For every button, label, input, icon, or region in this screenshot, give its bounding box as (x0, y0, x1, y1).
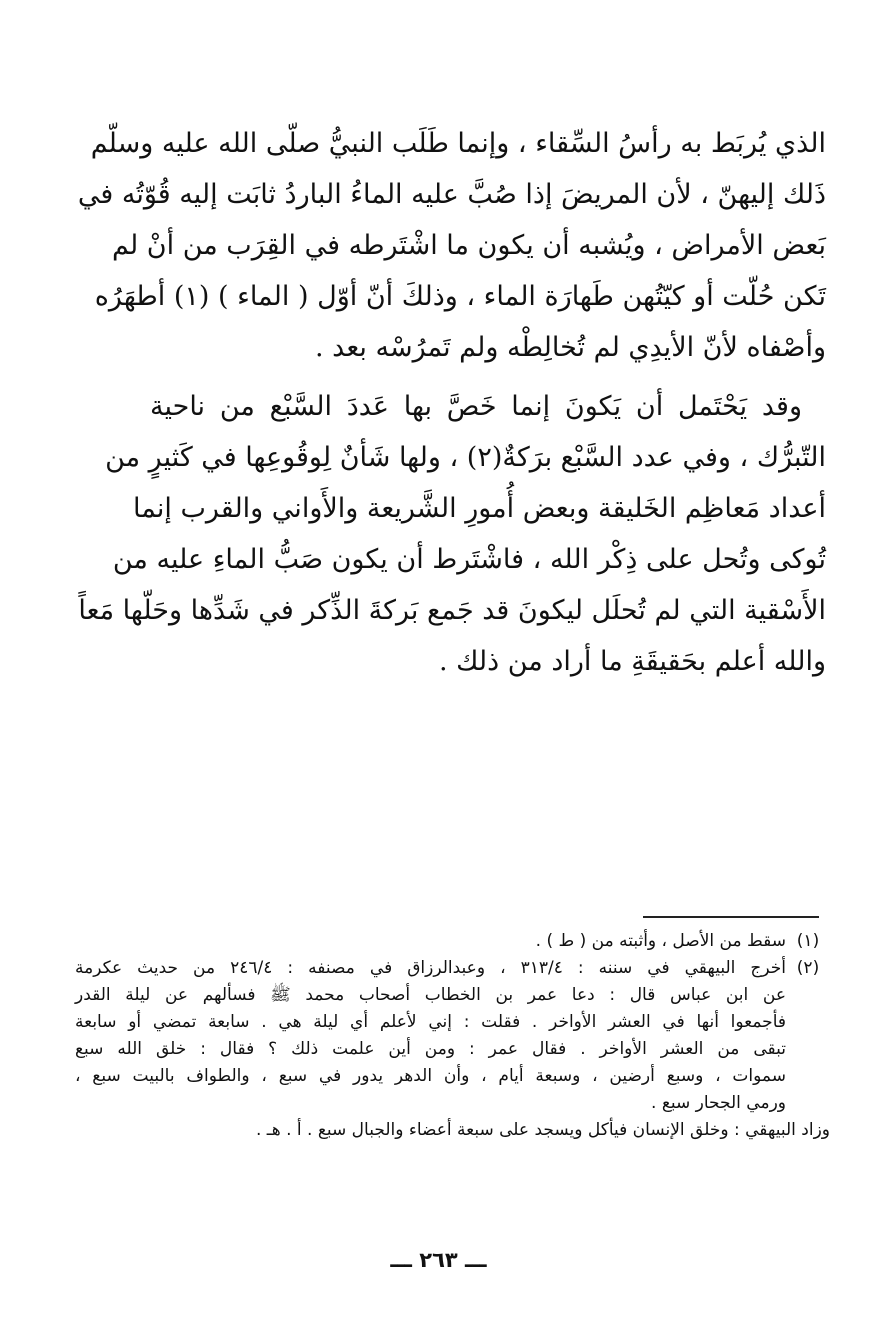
paragraph-gap (150, 373, 826, 381)
text-line: التّبرُّك ، وفي عدد السَّبْع برَكةٌ(٢) ، ولها شَأنٌ لِوقُوعِها في كَثيرٍ من (105, 442, 826, 473)
text-line: تُوكى وتُحل على ذِكْر الله ، فاشْتَرط أن يكون صَبُّ الماءِ عليه من (112, 544, 826, 575)
footnote-body (75, 928, 786, 955)
footnote-line: أخرج البيهقي في سننه : ٣١٣/٤ ، وعبدالرزاق في مصنفه : ٢٤٦/٤ من حديث عكرمة (75, 958, 787, 978)
text-line: ذَلك إليهنّ ، لأن المريضَ إذا صُبَّ عليه الماءُ الباردُ ثابَت إليه قُوّتُه في (77, 179, 826, 210)
footnote-continuation: وزاد البيهقي : وخلق الإنسان فيأكل ويسجد على سبعة أعضاء والجبال سبع . أ . هـ . (255, 1120, 830, 1140)
footnote-line: سقط من الأصل ، وأثبته من ( ط ) . (535, 931, 786, 951)
text-line: وقد يَحْتَمل أن يَكونَ إنما خَصَّ بها عَددَ السَّبْع من ناحية (150, 391, 802, 422)
text-line: والله أعلم بحَقيقَةِ ما أراد من ذلك . (438, 646, 826, 677)
footnote-number: (١) (796, 931, 820, 951)
footnote-line: عن ابن عباس قال : دعا عمر بن الخطاب أصحاب محمد ﷺ فسألهم عن ليلة القدر (75, 985, 786, 1005)
page-number: ـــ ٢٦٣ ـــ (390, 1248, 487, 1272)
footnote-body (75, 955, 786, 1117)
footnote-number: (٢) (796, 958, 820, 978)
text-line: تَكن حُلّت أو كيّتُهن طَهارَة الماء ، وذلكَ أنّ أوّل ( الماء ) (١) أطهَرُه (94, 281, 826, 312)
footnote-divider (643, 916, 819, 918)
text-line: الأَسْقية التي لم تُحلَل ليكونَ قد جَمع بَركةَ الذِّكر في شَدِّها وحَلّها مَعاً (78, 595, 826, 626)
footnote-line: ورمي الجحار سبع . (651, 1093, 786, 1113)
footnote-line: تبقى من العشر الأواخر . فقال عمر : ومن أين علمت ذلك ؟ فقال : خلق الله سبع (75, 1039, 786, 1059)
footnote-1 (75, 928, 830, 955)
text-line: أعداد مَعاظِم الخَليقة وبعض أُمورِ الشَّريعة والأَواني والقرب إنما (133, 493, 826, 524)
footnote-line: سموات ، وسبع أرضين ، وسبعة أيام ، وأن الدهر يدور في سبع ، والطواف بالبيت سبع ، (75, 1066, 786, 1086)
main-text (77, 118, 826, 687)
text-line: الذي يُربَط به رأسُ السِّقاء ، وإنما طَلَب النبيُّ صلّى الله عليه وسلّم (90, 128, 826, 159)
text-line: وأصْفاه لأنّ الأيدِي لم تُخالِطْه ولم تَمرُسْه بعد . (315, 332, 826, 363)
footnote-line: فأجمعوا أنها في العشر الأواخر . فقلت : إني لأعلم أي ليلة هي . سابعة تمضي أو سابعة (75, 1012, 786, 1032)
paragraph-1 (77, 118, 826, 373)
footnote-2 (75, 955, 830, 1117)
footnotes (75, 928, 830, 1144)
text-line: بَعض الأمراض ، ويُشبه أن يكون ما اشْتَرطه في القِرَب من أنْ لم (112, 230, 826, 261)
paragraph-2 (78, 381, 826, 687)
